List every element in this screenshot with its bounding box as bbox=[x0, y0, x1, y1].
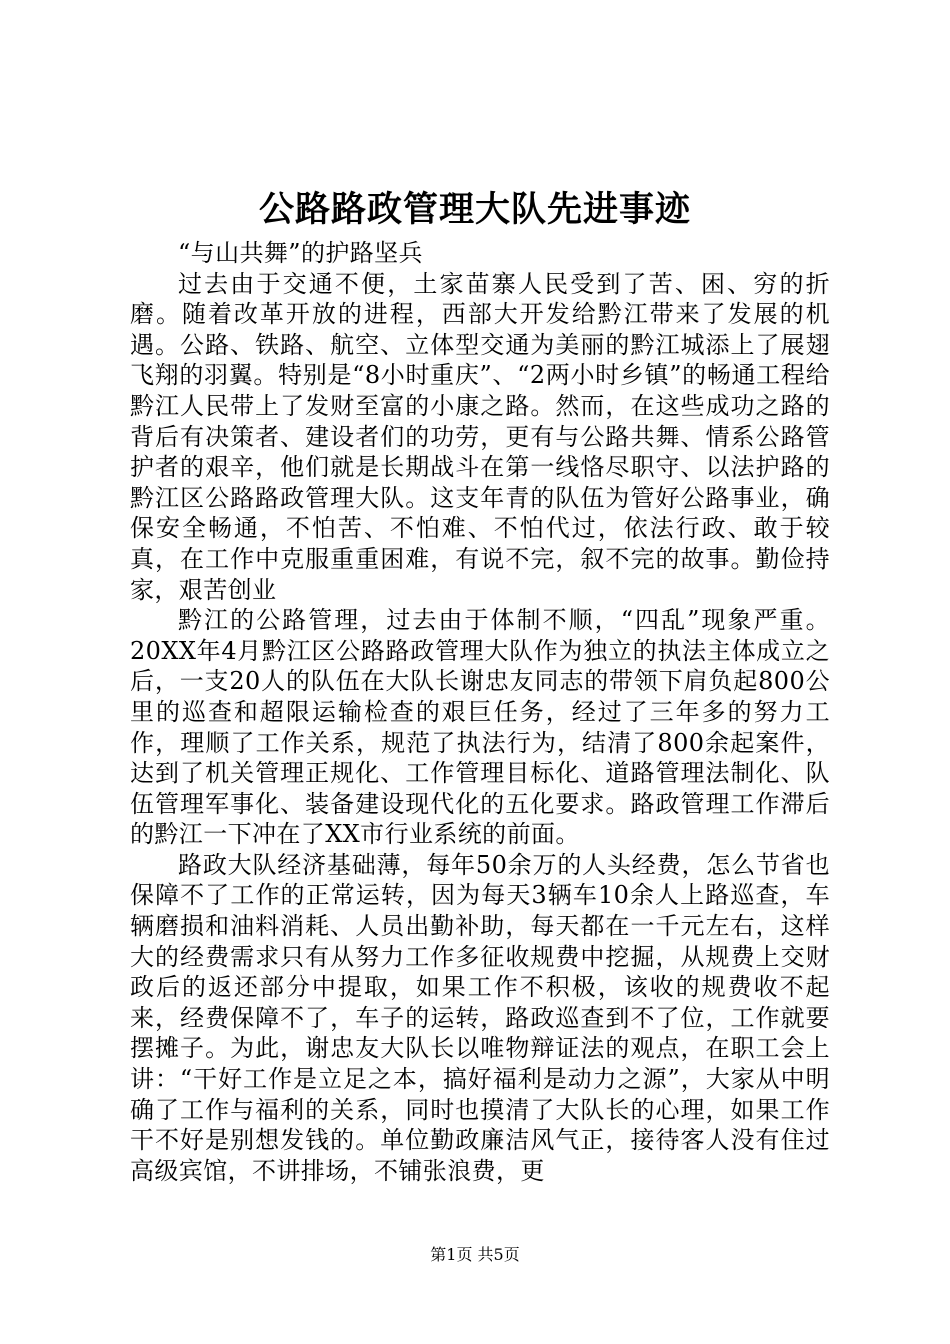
body-paragraph: 黔江的公路管理，过去由于体制不顺，“四乱”现象严重。20XX年4月黔江区公路路政管理大队作为独立的执法主体成立之后，一支20人的队伍在大队长谢忠友同志的带领下肩负起800公里的巡查和超限运输检查的艰巨任务，经过了三年多的努力工作，理顺了工作关系，规范了执法行为，结清了800余起案件，达到了机关管理正规化、工作管理目标化、道路管理法制化、队伍管理军事化、装备建设现代化的五化要求。路政管理工作滞后的黔江一下冲在了XX市行业系统的前面。 bbox=[130, 606, 830, 849]
body-paragraph: 过去由于交通不便，土家苗寨人民受到了苦、困、穷的折磨。随着改革开放的进程，西部大开发给黔江带来了发展的机遇。公路、铁路、航空、立体型交通为美丽的黔江城添上了展翅飞翔的羽翼。特别是“8小时重庆”、“2两小时乡镇”的畅通工程给黔江人民带上了发财至富的小康之路。然而，在这些成功之路的背后有决策者、建设者们的功劳，更有与公路共舞、情系公路管护者的艰辛，他们就是长期战斗在第一线恪尽职守、以法护路的黔江区公路路政管理大队。这支年青的队伍为管好公路事业，确保安全畅通，不怕苦、不怕难、不怕代过，依法行政、敢于较真，在工作中克服重重困难，有说不完，叙不完的故事。勤俭持家，艰苦创业 bbox=[130, 269, 830, 604]
body-paragraph: 路政大队经济基础薄，每年50余万的人头经费，怎么节省也保障不了工作的正常运转，因为每天3辆车10余人上路巡查，车辆磨损和油料消耗、人员出勤补助，每天都在一千元左右，这样大的经费需求只有从努力工作多征收规费中挖掘，从规费上交财政后的返还部分中提取，如果工作不积极，该收的规费收不起来，经费保障不了，车子的运转，路政巡查到不了位，工作就要摆摊子。为此，谢忠友大队长以唯物辩证法的观点，在职工会上讲：“干好工作是立足之本，搞好福利是动力之源”，大家从中明确了工作与福利的关系，同时也摸清了大队长的心理，如果工作干不好是别想发钱的。单位勤政廉洁风气正，接待客人没有住过高级宾馆，不讲排场，不铺张浪费，更 bbox=[130, 850, 830, 1185]
document-title: 公路路政管理大队先进事迹 bbox=[258, 189, 691, 230]
page-footer: 第1页 共5页 bbox=[430, 1245, 520, 1264]
document-body bbox=[130, 238, 830, 1186]
subtitle-paragraph: “与山共舞”的护路坚兵 bbox=[178, 239, 423, 267]
